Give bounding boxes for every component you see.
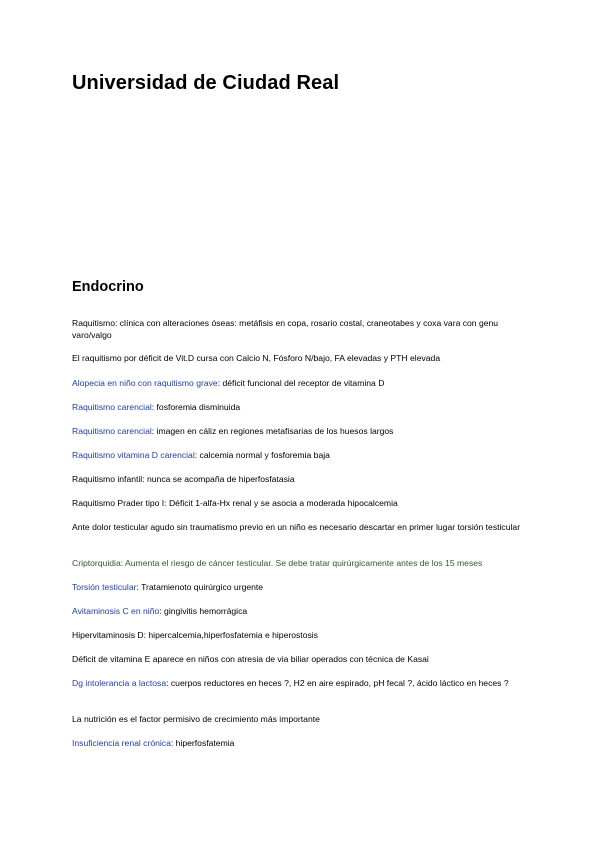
entry-11	[72, 605, 532, 617]
entry-10	[72, 581, 532, 593]
entry-text: : Tratamienoto quirúrgico urgente	[136, 582, 264, 592]
entry-text: Raquitismo Prader tipo I: Déficit 1-alfa-Hx renal y se asocia a moderada hipocalcemia	[72, 498, 398, 508]
entry-text: : gingivitis hemorrágica	[159, 606, 248, 616]
entry-text: Criptorquidia: Aumenta el riesgo de cáncer testicular. Se debe tratar quirúrgicamente antes de los 15 meses	[72, 558, 483, 568]
entry-14	[72, 677, 532, 689]
entry-text: : déficit funcional del receptor de vitamina D	[217, 378, 385, 388]
entry-7	[72, 497, 532, 509]
entry-16	[72, 737, 532, 749]
entry-term-link[interactable]: Raquitismo vitamina D carencial	[72, 450, 195, 460]
entry-8	[72, 521, 532, 533]
entry-1	[72, 352, 532, 364]
entry-12	[72, 629, 532, 641]
entry-term-link[interactable]: Raquitismo carencial	[72, 402, 152, 412]
entry-text: Hipervitaminosis D: hipercalcemia,hiperfosfatemia e hiperostosis	[72, 630, 318, 640]
entry-15	[72, 713, 532, 725]
entry-text: Déficit de vitamina E aparece en niños con atresia de via biliar operados con técnica de Kasai	[72, 654, 429, 664]
entry-13	[72, 653, 532, 665]
entry-text: Ante dolor testicular agudo sin traumatismo previo en un niño es necesario descartar en primer lugar torsión testicular	[72, 522, 521, 532]
entry-text: : imagen en cáliz en regiones metafisarias de los huesos largos	[151, 426, 394, 436]
entry-term-link[interactable]: Alopecia en niño con raquitismo grave	[72, 378, 218, 388]
entry-text: Raquitismo infantil: nunca se acompaña de hiperfosfatasia	[72, 474, 295, 484]
entry-term-link[interactable]: Dg intolerancia a lactosa	[72, 678, 167, 688]
entry-text: : cuerpos reductores en heces ?, H2 en aire espirado, pH fecal ?, ácido láctico en heces ?	[166, 678, 509, 688]
entry-5	[72, 449, 532, 461]
entry-term-link[interactable]: Raquitismo carencial	[72, 426, 152, 436]
entry-text: Raquitismo: clínica con alteraciones óseas: metáfisis en copa, rosario costal, craneotabes y coxa vara con genu varo/valgo	[72, 318, 499, 340]
entry-2	[72, 377, 532, 389]
entry-term-link[interactable]: Avitaminosis C en niño	[72, 606, 160, 616]
entry-4	[72, 425, 532, 437]
entry-0	[72, 317, 532, 341]
entry-9	[72, 557, 532, 569]
entry-text: La nutrición es el factor permisivo de crecimiento más importante	[72, 714, 320, 724]
entry-text: : hiperfosfatemia	[170, 738, 235, 748]
entry-6	[72, 473, 532, 485]
entry-term-link[interactable]: Torsión testicular	[72, 582, 137, 592]
section-title: Endocrino	[72, 279, 144, 295]
university-title: Universidad de Ciudad Real	[72, 72, 340, 94]
entry-text: El raquitismo por déficit de Vit.D cursa con Calcio N, Fósforo N/bajo, FA elevadas y PTH elevada	[72, 353, 441, 363]
entry-text: : fosforemia disminuida	[151, 402, 241, 412]
entry-term-link[interactable]: Insuficiencia renal crónica	[72, 738, 171, 748]
entry-text: : calcemia normal y fosforemia baja	[194, 450, 330, 460]
entry-3	[72, 401, 532, 413]
